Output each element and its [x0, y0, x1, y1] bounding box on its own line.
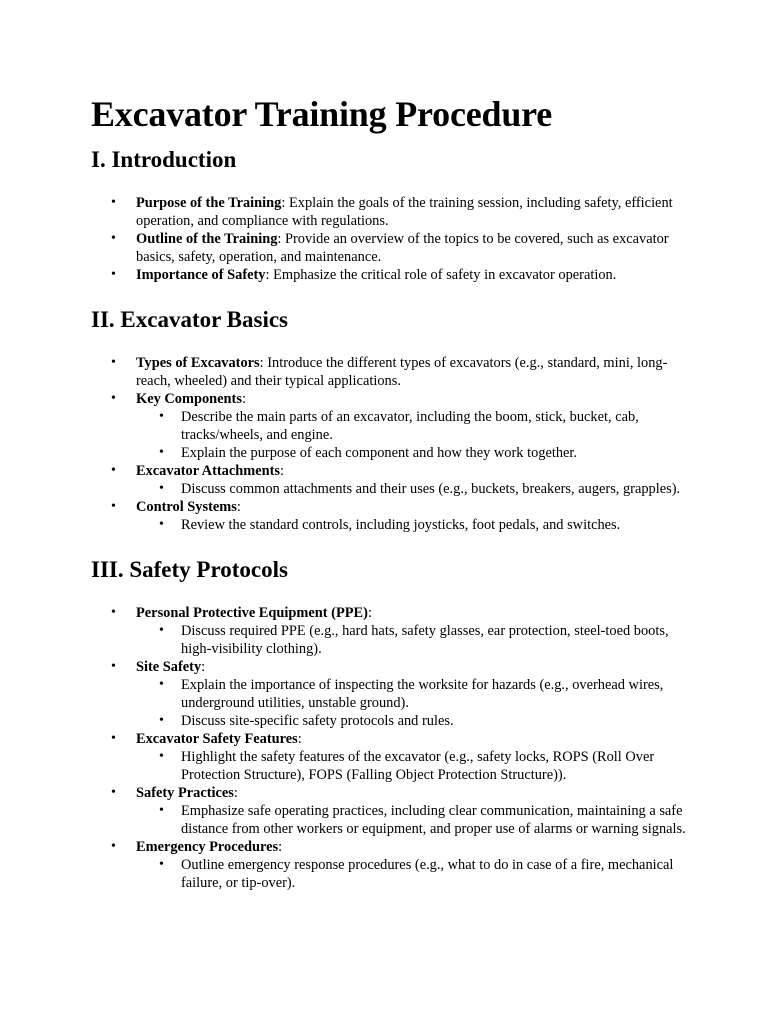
- list-item: [91, 354, 688, 390]
- list-item-text: : Explain the goals of the training session, including safety, efficient operation, and compliance with regulations.: [136, 195, 673, 229]
- list-item-term: Importance of Safety: [136, 267, 266, 283]
- sub-list-item: • Highlight the safety features of the excavator (e.g., safety locks, ROPS (Roll Over Protection Structure), FOPS (Falling Object Protection Structure)).: [136, 748, 688, 784]
- list-item: [91, 266, 688, 284]
- list-item: [91, 462, 688, 498]
- sub-list: [136, 480, 688, 498]
- list-item: [91, 604, 688, 658]
- list-item-term: Control Systems: [136, 499, 237, 515]
- sub-list: [136, 856, 688, 892]
- sub-list: [136, 622, 688, 658]
- list-item-text: :: [236, 499, 241, 515]
- list-item-term: Key Components: [136, 391, 242, 407]
- list-item-text: :: [233, 785, 238, 801]
- section-list: [91, 194, 688, 284]
- section-list: [91, 604, 688, 892]
- list-item-text: :: [278, 839, 283, 855]
- list-item: [91, 230, 688, 266]
- sub-list-item: • Discuss site-specific safety protocols and rules.: [136, 712, 688, 730]
- list-item-term: Excavator Safety Features: [136, 731, 298, 747]
- sub-list-item: • Discuss required PPE (e.g., hard hats, safety glasses, ear protection, steel-toed boots, high-visibility clothing).: [136, 622, 688, 658]
- list-item: [91, 838, 688, 892]
- list-item: [91, 730, 688, 784]
- sub-list: [136, 676, 688, 730]
- document-title: Excavator Training Procedure: [91, 94, 553, 134]
- list-item-term: Site Safety: [136, 659, 202, 675]
- list-item-term: Excavator Attachments: [136, 463, 281, 479]
- section-list: [91, 354, 688, 534]
- list-item-text: :: [241, 391, 246, 407]
- sub-list-item: • Emphasize safe operating practices, including clear communication, maintaining a safe distance from other workers or equipment, and proper use of alarms or warning signals.: [136, 802, 688, 838]
- list-item-term: Outline of the Training: [136, 231, 278, 247]
- section-heading: I. Introduction: [91, 147, 237, 172]
- list-item: [91, 658, 688, 730]
- sub-list-item: • Explain the importance of inspecting the worksite for hazards (e.g., overhead wires, underground utilities, unstable ground).: [136, 676, 688, 712]
- sub-list-item: • Discuss common attachments and their uses (e.g., buckets, breakers, augers, grapples).: [136, 480, 688, 498]
- list-item-term: Emergency Procedures: [136, 839, 279, 855]
- section-heading: II. Excavator Basics: [91, 307, 288, 332]
- list-item-term: Types of Excavators: [136, 355, 260, 371]
- sub-list: [136, 802, 688, 838]
- sub-list-item: • Explain the purpose of each component and how they work together.: [136, 444, 688, 462]
- sub-list: [136, 748, 688, 784]
- list-item-text: : Provide an overview of the topics to be covered, such as excavator basics, safety, operation, and maintenance.: [136, 231, 669, 265]
- list-item-text: :: [297, 731, 302, 747]
- list-item: [91, 784, 688, 838]
- list-item-term: Personal Protective Equipment (PPE): [136, 605, 368, 621]
- section-heading: III. Safety Protocols: [91, 557, 288, 582]
- sub-list-item: • Outline emergency response procedures (e.g., what to do in case of a fire, mechanical failure, or tip-over).: [136, 856, 688, 892]
- list-item-term: Purpose of the Training: [136, 195, 282, 211]
- list-item-text: :: [367, 605, 372, 621]
- list-item-text: : Introduce the different types of excavators (e.g., standard, mini, long-reach, wheeled) and their typical applications.: [136, 355, 668, 389]
- list-item: [91, 390, 688, 462]
- list-item: [91, 194, 688, 230]
- sub-list: [136, 408, 688, 462]
- list-item-text: :: [280, 463, 285, 479]
- sub-list-item: • Review the standard controls, including joysticks, foot pedals, and switches.: [136, 516, 688, 534]
- list-item-term: Safety Practices: [136, 785, 234, 801]
- list-item-text: : Emphasize the critical role of safety in excavator operation.: [265, 267, 617, 283]
- sub-list: [136, 516, 688, 534]
- list-item: [91, 498, 688, 534]
- document-body: [91, 146, 688, 892]
- sub-list-item: • Describe the main parts of an excavator, including the boom, stick, bucket, cab, tracks/wheels, and engine.: [136, 408, 688, 444]
- list-item-text: :: [201, 659, 206, 675]
